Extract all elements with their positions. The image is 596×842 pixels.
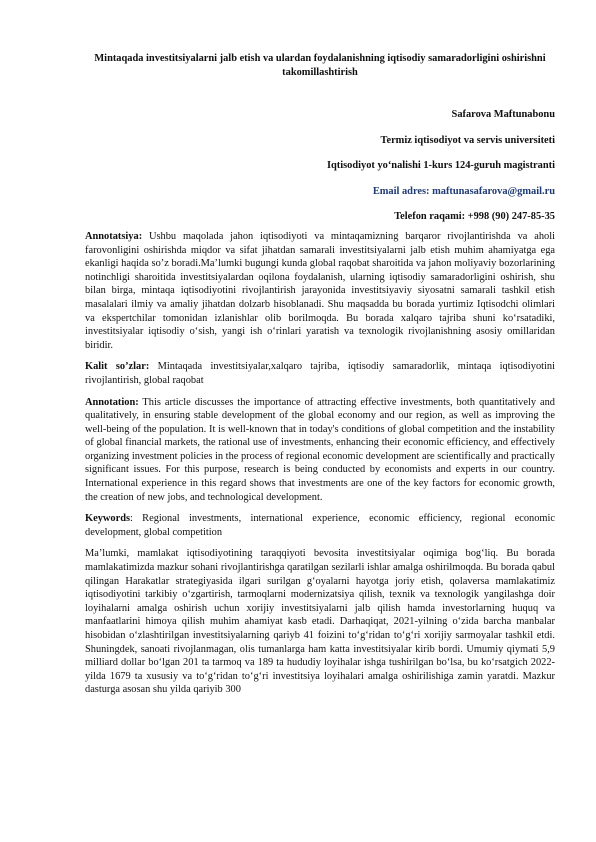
author-program: Iqtisodiyot yo‘nalishi 1-kurs 124-guruh magistranti	[326, 160, 555, 172]
keywords-en-label: Keywords	[85, 513, 131, 525]
author-university: Termiz iqtisodiyot va servis universiteti	[380, 134, 555, 146]
author-name: Safarova Maftunabonu	[451, 109, 555, 120]
abstract-uz-text: Ushbu maqolada jahon iqtisodiyoti va mintaqamizning barqaror rivojlantirishda va aholi farovonligini oshirishda miqdor va sifat jihatdan samarali investitsiyalarni jalb etish muhim ahamiyatga ega ekanligi haqida so’z boradi.Ma’lumki bugungi kunda global raqobat sharoitida va jahon moliyaviy bozorlarining notinchligi sharoitida investitsiyalardan oqilona foydalanish, ularning iqtisodiy samaradorligini oshirish, shu bilan birga, mintaqa iqtisodiyotini rivojlantirish jarayonida investitsiyaviy siyosatni samarali tashkil etish masalalari ilmiy va amaliy jihatdan dolzarb hisoblanadi. Shu maqsadda bu borada yurtimiz Iqtisodchi olimlari va ekspertchilar tomonidan izlanishlar olib borilmoqda. Bu borada xalqaro tajriba shuni ko‘rsatadiki, investitsiyalar iqtisodiy o‘sish, yangi ish o‘rinlari yaratish va texnologik rivojlanishning asosiy omillaridan biridir.	[85, 230, 555, 351]
keywords-uz-label: Kalit so’zlar:	[85, 361, 150, 373]
abstract-en-text: This article discusses the importance of attracting effective investments, both quantitatively and qualitatively, in ensuring stable development of the global economy and our region, as well as improving the well-being of the population. It is well-known that in today's conditions of global competition and the instability of global financial markets, the rational use of investments, enhancing their economic efficiency, and effectively organizing investment policies in the process of regional economic development are scientifically and practically significant issues. For this purpose, research is being conducted by economists and experts in our country. International experience in this regard shows that investments are one of the key factors for economic growth, the creation of new jobs, and technological development.	[85, 396, 555, 503]
abstract-en-label: Annotation:	[85, 396, 139, 408]
abstract-en	[85, 396, 555, 505]
abstract-uz-label: Annotatsiya:	[85, 230, 143, 242]
abstract-uz	[85, 230, 555, 352]
keywords-uz	[85, 360, 555, 387]
paper-title: Mintaqada investitsiyalarni jalb etish va ulardan foydalanishning iqtisodiy samaradorligini oshirishni takomillashtirish	[94, 53, 546, 78]
paper-page	[85, 52, 555, 697]
keywords-uz-text: Mintaqada investitsiyalar,xalqaro tajriba, iqtisodiy samaradorlik, mintaqa iqtisodiyotini rivojlantirish, global raqobat	[85, 361, 555, 386]
author-phone: Telefon raqami: +998 (90) 247-85-35	[394, 211, 555, 223]
author-email[interactable]: Email adres: maftunasafarova@gmail.ru	[372, 185, 555, 197]
keywords-en	[85, 512, 555, 539]
body-paragraph: Ma’lumki, mamlakat iqtisodiyotining taraqqiyoti bevosita investitsiyalar oqimiga bog‘liq. Bu borada mamlakatimizda mazkur sohani rivojlantirishga qaratilgan sezilarli ishlar amalga oshirilmoqda. Bu borada qabul qilingan Harakatlar strategiyasida ilgari surilgan g‘oyalarni hayotga joriy etish, qolaversa mamlakatimiz iqtisodiyotini tarkibiy o‘zgartirish, tarmoqlarni modernizatsiya qilish, texnik va texnologik yangilashga doir loyihalarni amalga oshirish uchun xorijiy investitsiyalarni jalb qilish hamda investorlarning huquq va manfaatlarini himoya qilish muhim ahamiyat kasb etadi. Darhaqiqat, 2021-yilning o‘zida barcha manbalar hisobidan o‘zlashtirilgan investitsiyalarning qariyb 41 foizini to‘g‘ridan to‘g‘ri xorijiy sarmoyalar tashkil etdi. Shuningdek, sanoati rivojlanmagan, olis tumanlarga ham katta investitsiyalar kirib bordi. Umumiy qiymati 5,9 milliard dollar bo‘lgan 201 ta tarmoq va 189 ta hududiy loyihalar ishga tushirilgan bo‘lsa, bu ko‘rsatgich 2022-yilda 1679 ta xususiy va to‘g‘ridan to‘g‘ri investitsiya loyihalari amalga oshirilishiga zamin yaratdi. Mazkur dasturga asosan shu yilda qariyib 300	[85, 548, 555, 696]
keywords-en-text: : Regional investments, international experience, economic efficiency, regional economic development, global competition	[85, 513, 555, 538]
